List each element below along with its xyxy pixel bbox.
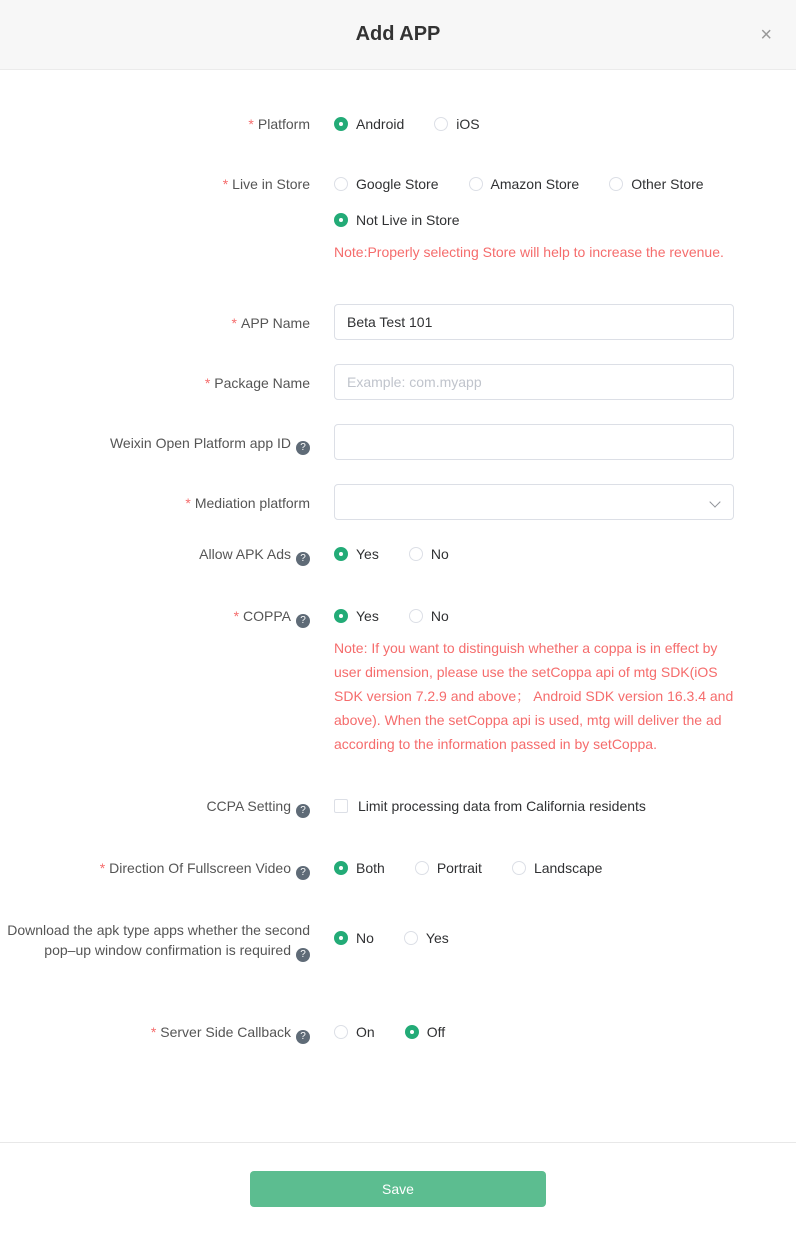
radio-icon [434, 117, 448, 131]
live-in-store-label: * Live in Store [222, 176, 310, 192]
app-name-label: * APP Name [231, 315, 310, 331]
radio-icon [409, 609, 423, 623]
store-radio-amazon[interactable]: Amazon Store [469, 174, 580, 194]
direction-radio-landscape[interactable]: Landscape [512, 858, 603, 878]
platform-radio-android[interactable]: Android [334, 114, 404, 134]
ccpa-setting-label: CCPA Setting ? [0, 796, 310, 818]
radio-icon [334, 117, 348, 131]
checkbox-icon [334, 799, 348, 813]
server-callback-label: * Server Side Callback ? [0, 1022, 310, 1044]
help-icon[interactable]: ? [296, 614, 310, 628]
field-mediation-platform [0, 484, 796, 520]
field-platform [0, 114, 796, 134]
apk-popup-radio-yes[interactable]: Yes [404, 928, 449, 948]
store-note: Note:Properly selecting Store will help to increase the revenue. [334, 244, 724, 260]
field-apk-popup-confirmation [0, 920, 796, 962]
radio-icon [334, 547, 348, 561]
required-marker: * [248, 116, 254, 132]
form-body [0, 70, 796, 1142]
required-marker: * [233, 608, 240, 624]
modal-footer [0, 1142, 796, 1236]
close-icon[interactable]: × [756, 21, 776, 49]
field-coppa [0, 606, 796, 756]
required-marker: * [231, 315, 237, 331]
field-direction-fullscreen-video [0, 858, 796, 880]
field-ccpa-setting [0, 796, 796, 818]
field-server-side-callback [0, 1022, 796, 1044]
radio-icon [334, 931, 348, 945]
direction-radio-both[interactable]: Both [334, 858, 385, 878]
radio-icon [334, 861, 348, 875]
package-name-input[interactable] [334, 364, 734, 400]
coppa-note: Note: If you want to distinguish whether a coppa is in effect by user dimension, please use the setCoppa api of mtg SDK(iOS SDK version 7.2.9 and above； Android SDK version 16.3.4 and above). When the setCoppa api is used, mtg will deliver the ad according to the information passed in by setCoppa. [334, 640, 734, 752]
radio-icon [409, 547, 423, 561]
help-icon[interactable]: ? [296, 1030, 310, 1044]
apk-ads-radio-yes[interactable]: Yes [334, 544, 379, 564]
help-icon[interactable]: ? [296, 552, 310, 566]
field-app-name [0, 304, 796, 340]
platform-label: * Platform [248, 116, 310, 132]
platform-radio-ios[interactable]: iOS [434, 114, 479, 134]
radio-icon [404, 931, 418, 945]
weixin-app-id-label: Weixin Open Platform app ID ? [0, 424, 310, 455]
package-name-label: * Package Name [204, 375, 310, 391]
mediation-platform-select[interactable] [334, 484, 734, 520]
required-marker: * [204, 375, 211, 391]
coppa-radio-yes[interactable]: Yes [334, 606, 379, 626]
help-icon[interactable]: ? [296, 804, 310, 818]
app-name-input[interactable] [334, 304, 734, 340]
radio-icon [334, 609, 348, 623]
help-icon[interactable]: ? [296, 866, 310, 880]
coppa-label: * COPPA ? [0, 606, 310, 628]
radio-icon [405, 1025, 419, 1039]
field-package-name [0, 364, 796, 400]
store-radio-other[interactable]: Other Store [609, 174, 703, 194]
store-radio-google[interactable]: Google Store [334, 174, 439, 194]
help-icon[interactable]: ? [296, 441, 310, 455]
mediation-platform-label: * Mediation platform [185, 495, 310, 511]
apk-ads-radio-no[interactable]: No [409, 544, 449, 564]
required-marker: * [185, 495, 191, 511]
weixin-app-id-input[interactable] [334, 424, 734, 460]
radio-icon [334, 1025, 348, 1039]
coppa-radio-no[interactable]: No [409, 606, 449, 626]
required-marker: * [150, 1024, 157, 1040]
chevron-down-icon [709, 496, 720, 507]
modal-header [0, 0, 796, 70]
required-marker: * [99, 860, 106, 876]
apk-popup-label: Download the apk type apps whether the second pop–up window confirmation is required ? [7, 922, 310, 960]
allow-apk-ads-label: Allow APK Ads ? [0, 544, 310, 566]
direction-label: * Direction Of Fullscreen Video ? [0, 858, 310, 880]
field-weixin-app-id [0, 424, 796, 460]
radio-icon [469, 177, 483, 191]
radio-icon [609, 177, 623, 191]
radio-icon [415, 861, 429, 875]
required-marker: * [222, 176, 229, 192]
radio-icon [334, 213, 348, 227]
save-button[interactable]: Save [250, 1171, 546, 1207]
help-icon[interactable]: ? [296, 948, 310, 962]
apk-popup-radio-no[interactable]: No [334, 928, 374, 948]
radio-icon [512, 861, 526, 875]
modal-title: Add APP [355, 23, 441, 45]
server-callback-radio-off[interactable]: Off [405, 1022, 445, 1042]
radio-icon [334, 177, 348, 191]
field-live-in-store [0, 174, 796, 264]
server-callback-radio-on[interactable]: On [334, 1022, 375, 1042]
field-allow-apk-ads [0, 544, 796, 566]
direction-radio-portrait[interactable]: Portrait [415, 858, 482, 878]
store-radio-not-live[interactable]: Not Live in Store [334, 210, 460, 230]
ccpa-checkbox[interactable]: Limit processing data from California residents [334, 796, 646, 816]
